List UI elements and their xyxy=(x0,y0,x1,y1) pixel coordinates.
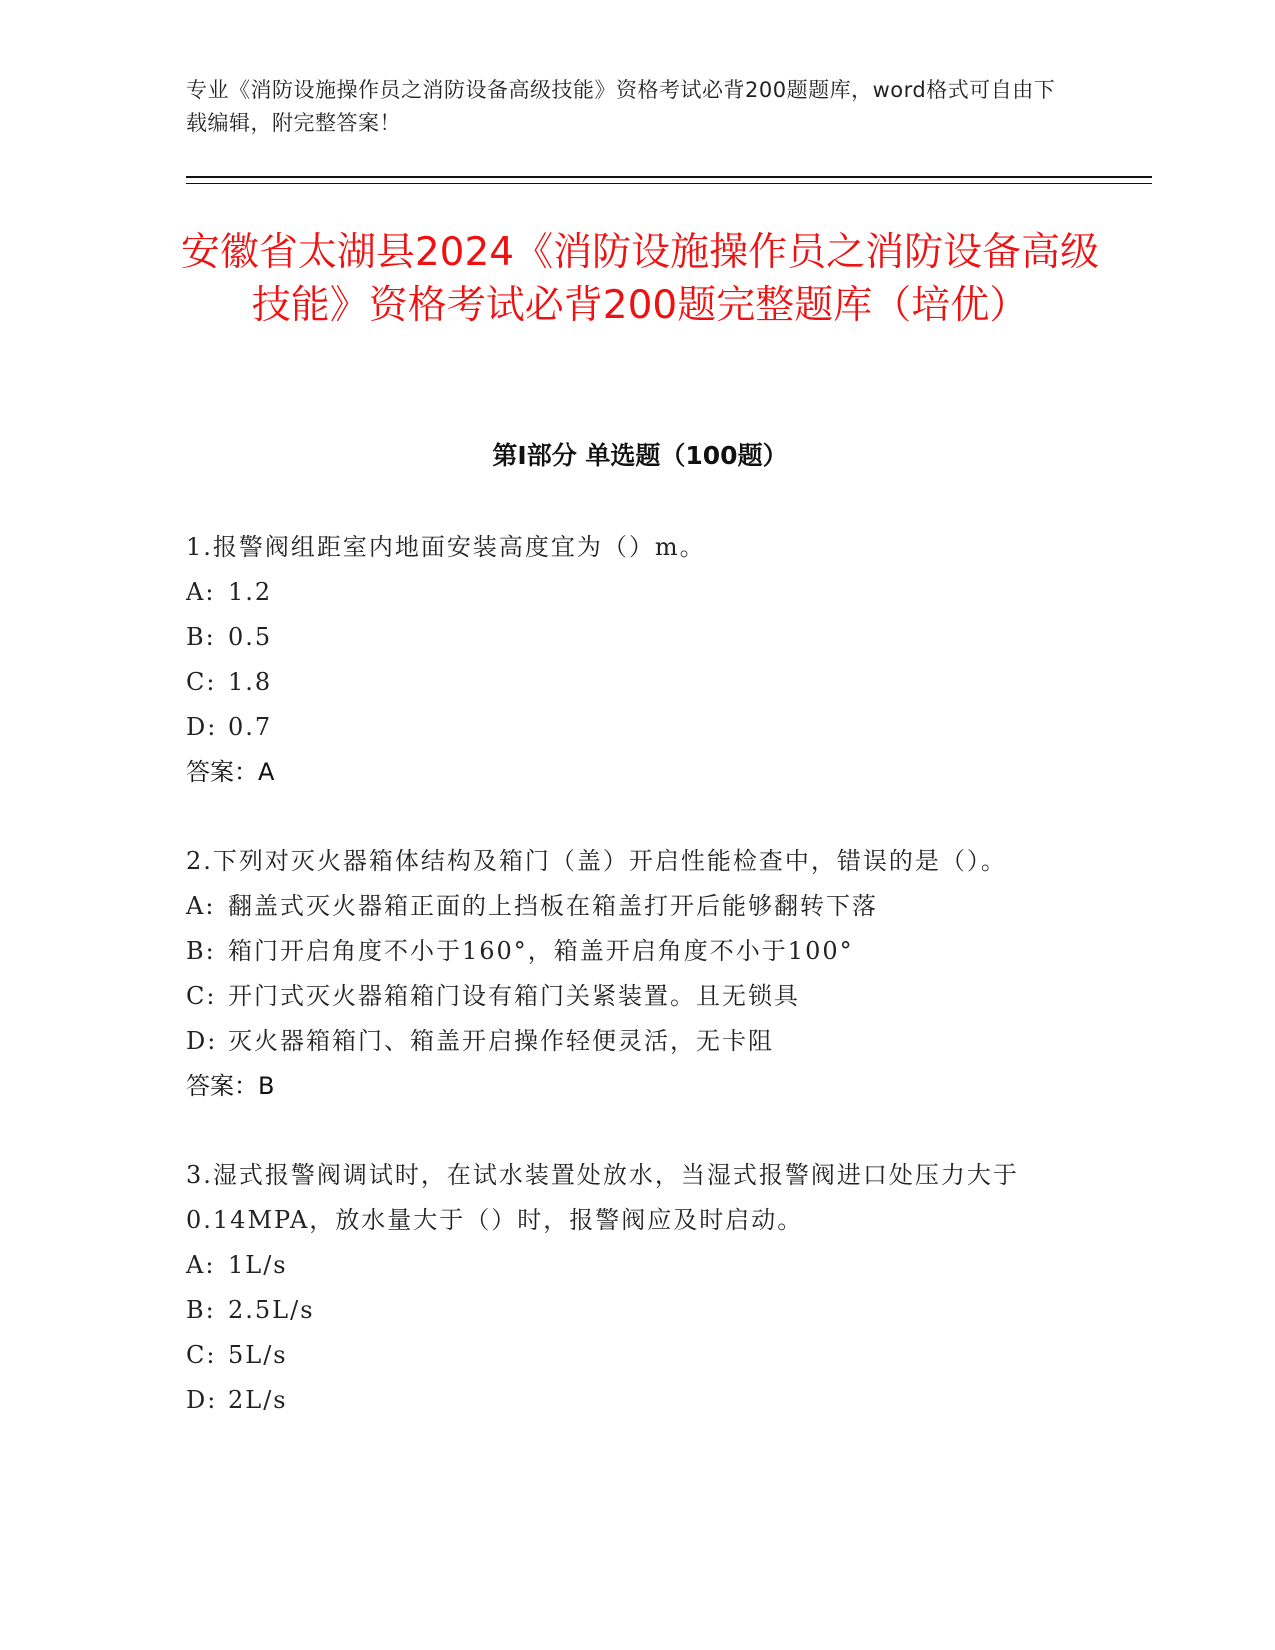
section-heading: 第Ⅰ部分 单选题（100题） xyxy=(492,441,788,470)
option-b xyxy=(186,1288,1066,1333)
question-stem: 1.报警阀组距室内地面安装高度宜为（）m。 xyxy=(186,533,706,561)
option-key: A: xyxy=(186,578,216,606)
question-stem: 3.湿式报警阀调试时，在试水装置处放水，当湿式报警阀进口处压力大于0.14MPA，放水量大于（）时，报警阀应及时启动。 xyxy=(186,1161,1019,1234)
option-text: 1.8 xyxy=(228,668,273,696)
option-b xyxy=(186,929,1066,974)
option-a xyxy=(186,570,1066,615)
option-text: 0.7 xyxy=(228,713,273,741)
option-c xyxy=(186,660,1066,705)
header-note: 专业《消防设施操作员之消防设备高级技能》资格考试必背200题题库，word格式可自由下载编辑，附完整答案！ xyxy=(186,78,1056,135)
option-text: 1L/s xyxy=(228,1251,288,1279)
option-key: B: xyxy=(186,937,216,965)
option-a xyxy=(186,884,1066,929)
option-text: 5L/s xyxy=(228,1341,288,1369)
option-key: B: xyxy=(186,623,216,651)
option-d xyxy=(186,705,1066,750)
header-divider-thick xyxy=(186,176,1152,178)
option-key: C: xyxy=(186,1341,217,1369)
option-key: D: xyxy=(186,1386,218,1414)
option-text: 灭火器箱箱门、箱盖开启操作轻便灵活，无卡阻 xyxy=(228,1027,774,1055)
option-key: C: xyxy=(186,982,217,1010)
document-title: 安徽省太湖县2024《消防设施操作员之消防设备高级技能》资格考试必背200题完整题库（培优） xyxy=(180,230,1100,328)
option-text: 翻盖式灭火器箱正面的上挡板在箱盖打开后能够翻转下落 xyxy=(228,892,878,920)
option-text: 开门式灭火器箱箱门设有箱门关紧装置。且无锁具 xyxy=(228,982,800,1010)
option-c xyxy=(186,974,1066,1019)
option-key: A: xyxy=(186,1251,216,1279)
option-c xyxy=(186,1333,1066,1378)
option-text: 箱门开启角度不小于160°，箱盖开启角度不小于100° xyxy=(228,937,854,965)
question-stem: 2.下列对灭火器箱体结构及箱门（盖）开启性能检查中，错误的是（）。 xyxy=(186,847,1007,875)
question-item xyxy=(186,1153,1066,1423)
option-key: D: xyxy=(186,713,218,741)
option-d xyxy=(186,1378,1066,1423)
option-key: A: xyxy=(186,892,216,920)
option-text: 0.5 xyxy=(228,623,273,651)
question-list xyxy=(186,525,1066,1467)
question-item xyxy=(186,525,1066,795)
option-key: D: xyxy=(186,1027,218,1055)
option-b xyxy=(186,615,1066,660)
option-text: 2L/s xyxy=(228,1386,288,1414)
question-item xyxy=(186,839,1066,1109)
answer-line: 答案：A xyxy=(186,758,275,786)
option-key: C: xyxy=(186,668,217,696)
option-key: B: xyxy=(186,1296,216,1324)
answer-line: 答案：B xyxy=(186,1072,275,1100)
option-d xyxy=(186,1019,1066,1064)
option-text: 1.2 xyxy=(228,578,273,606)
option-a xyxy=(186,1243,1066,1288)
option-text: 2.5L/s xyxy=(228,1296,315,1324)
header-divider-thin xyxy=(186,183,1152,184)
